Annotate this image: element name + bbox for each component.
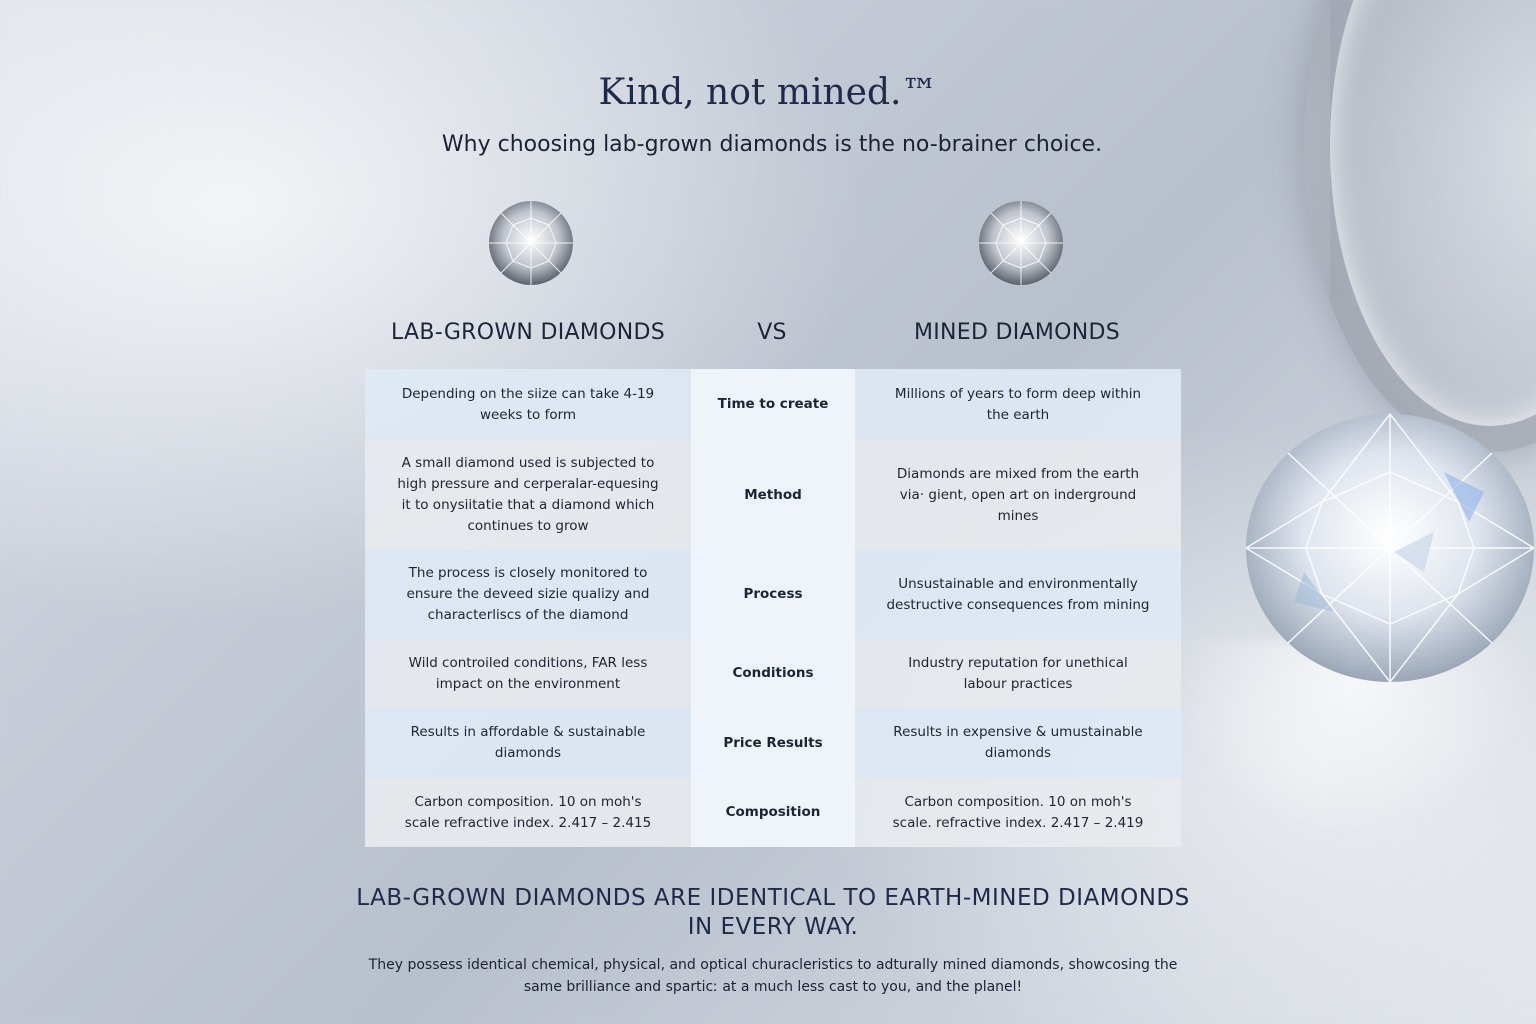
row-label-process: Process — [691, 550, 855, 639]
mined-column-title: MINED DIAMONDS — [913, 320, 1121, 345]
row-label-method: Method — [691, 440, 855, 550]
row-label-composition: Composition — [691, 778, 855, 847]
page-subheadline: Why choosing lab-grown diamonds is the no-brainer choice. — [441, 132, 1103, 157]
lab-cell-time: Depending on the siize can take 4-19 weeks to form — [365, 369, 691, 440]
comparison-table — [365, 369, 1181, 847]
mined-cell-composition: Carbon composition. 10 on moh's scale. refractive index. 2.417 – 2.419 — [855, 778, 1181, 847]
page-headline: Kind, not mined.™ — [598, 72, 938, 113]
lab-diamond-icon — [488, 200, 574, 286]
lab-cell-price: Results in affordable & sustainable diamonds — [365, 708, 691, 778]
row-label-price: Price Results — [691, 708, 855, 778]
lab-cell-composition: Carbon composition. 10 on moh's scale refractive index. 2.417 – 2.415 — [365, 778, 691, 847]
vs-label: VS — [757, 320, 787, 345]
mined-cell-process: Unsustainable and environmentally destructive consequences from mining — [855, 550, 1181, 639]
lab-cell-method: A small diamond used is subjected to high pressure and cerperalar-equesing it to onysiitatie that a diamond which continues to grow — [365, 440, 691, 550]
row-label-time: Time to create — [691, 369, 855, 440]
identical-description: They possess identical chemical, physical, and optical churacleristics to adturally mined diamonds, showcosing the same brilliance and sparticː at a much less cast to you, and the planel! — [368, 957, 1178, 995]
mined-diamond-icon — [978, 200, 1064, 286]
mined-cell-method: Diamonds are mixed from the earth via· gient, open art on inderground mines — [855, 440, 1181, 550]
decorative-glass-bowl — [1304, 0, 1536, 452]
lab-cell-conditions: Wild controiled conditions, FAR less impact on the environment — [365, 639, 691, 708]
mined-cell-price: Results in expensive & umustainable diamonds — [855, 708, 1181, 778]
lab-cell-process: The process is closely monitored to ensure the deveed sizie qualizy and characterliscs of the diamond — [365, 550, 691, 639]
large-diamond-image — [1244, 412, 1536, 684]
mined-cell-conditions: Industry reputation for unethical labour practices — [855, 639, 1181, 708]
mined-cell-time: Millions of years to form deep within the earth — [855, 369, 1181, 440]
row-label-conditions: Conditions — [691, 639, 855, 708]
lab-grown-column-title: LAB-GROWN DIAMONDS — [390, 320, 666, 345]
identical-heading: LAB-GROWN DIAMONDS ARE IDENTICAL TO EARTH-MINED DIAMONDS IN EVERY WAY. — [356, 885, 1190, 940]
